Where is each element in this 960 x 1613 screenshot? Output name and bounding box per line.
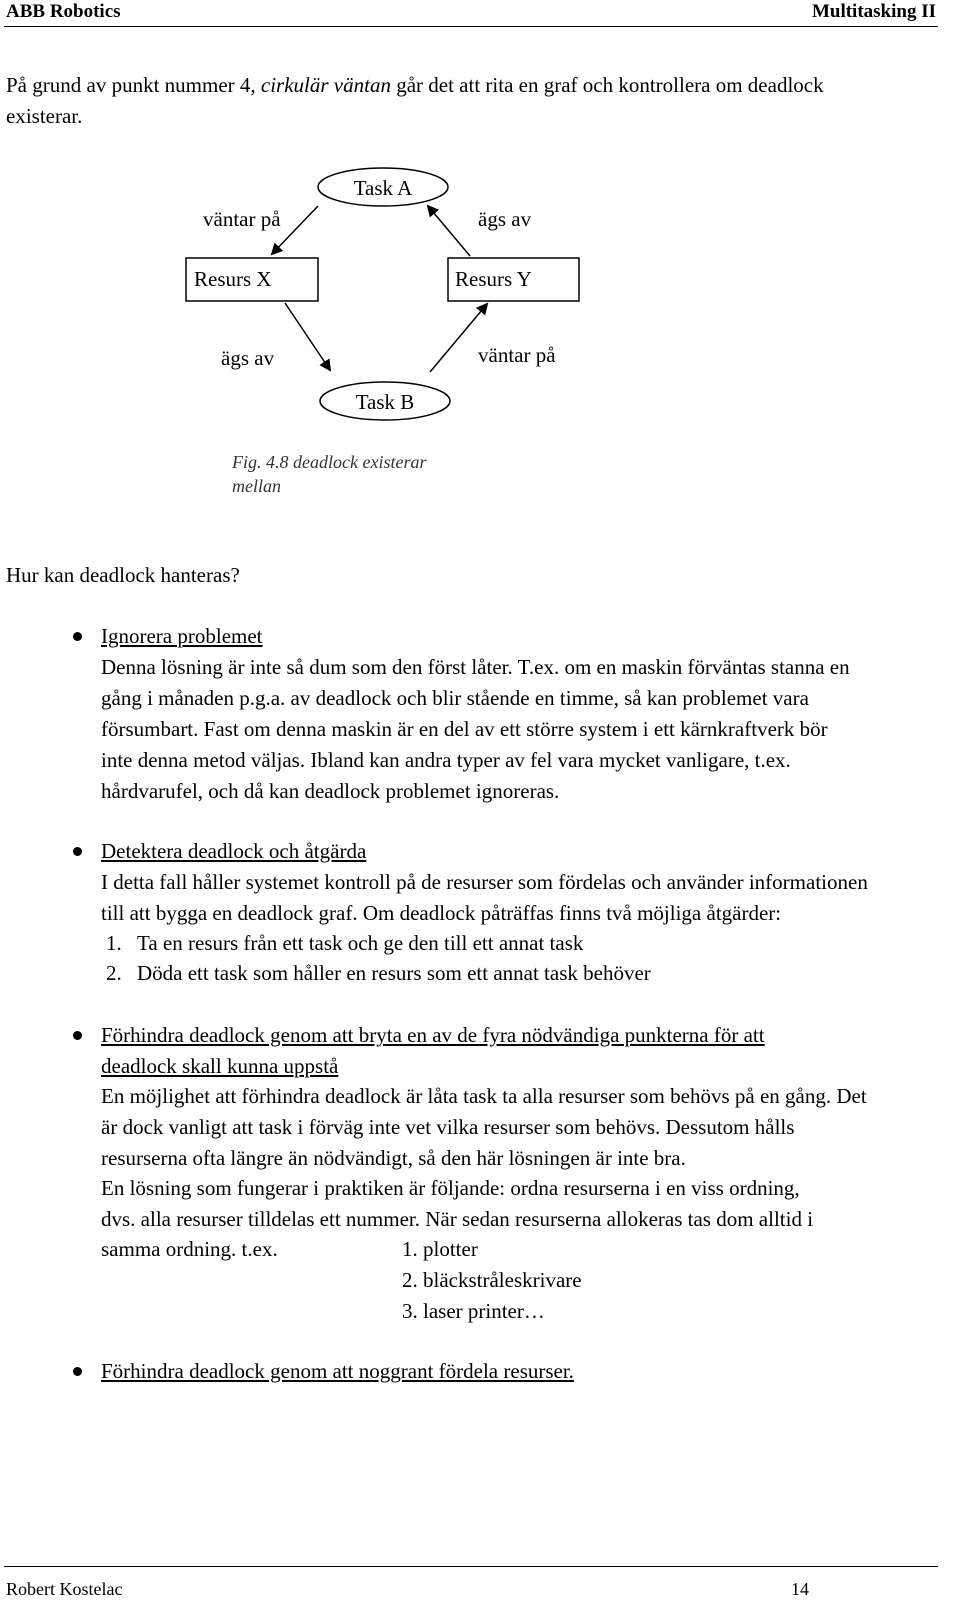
bullet-dot [73, 847, 82, 856]
resurs-y-label: Resurs Y [455, 267, 532, 291]
section-2-line: I detta fall håller systemet kontroll på de resurser som fördelas och använder informationen [101, 870, 868, 894]
section-2-item-text: Ta en resurs från ett task och ge den till ett annat task [137, 931, 584, 955]
intro-line-2: existerar. [6, 104, 83, 128]
section-3-line: En möjlighet att förhindra deadlock är låta task ta alla resurser som behövs på en gång. Det [101, 1084, 867, 1108]
resurs-y-node [448, 258, 579, 301]
task-b-node [320, 382, 450, 420]
bullet-dot [73, 632, 82, 641]
section-3-heading-line-2: deadlock skall kunna uppstå [101, 1054, 339, 1078]
section-3-example-lead: samma ordning. t.ex. [101, 1237, 278, 1261]
section-1-line: försumbart. Fast om denna maskin är en del av ett större system i ett kärnkraftverk bör [101, 717, 828, 741]
bullet-dot [73, 1367, 82, 1376]
resurs-x-node [186, 258, 318, 301]
section-3-line: dvs. alla resurser tilldelas ett nummer. När sedan resurserna allokeras tas dom alltid i [101, 1207, 814, 1231]
section-4-heading: Förhindra deadlock genom att noggrant fördela resurser. [101, 1359, 574, 1383]
section-1-heading: Ignorera problemet [101, 624, 263, 648]
edge-label-ags-av-bottom: ägs av [221, 346, 275, 370]
section-1-line: hårdvarufel, och då kan deadlock problemet ignoreras. [101, 779, 560, 803]
section-2-item-number: 2. [106, 961, 122, 985]
section-1-line: Denna lösning är inte så dum som den först låter. T.ex. om en maskin förväntas stanna en [101, 655, 850, 679]
footer-author: Robert Kostelac [6, 1579, 123, 1599]
page-number: 14 [791, 1579, 809, 1599]
arrow-resurs-x-to-task-b [285, 303, 330, 370]
section-1-line: inte denna metod väljas. Ibland kan andra typer av fel vara mycket vanligare, t.ex. [101, 748, 791, 772]
order-item: 3. laser printer… [402, 1299, 545, 1323]
task-a-label: Task A [353, 176, 413, 200]
section-3-line: är dock vanligt att task i förväg inte vet vilka resurser som behövs. Dessutom hålls [101, 1115, 795, 1139]
edge-label-vantar-pa-top: väntar på [203, 207, 281, 231]
header-rule [4, 26, 938, 27]
order-item: 2. bläckstråleskrivare [402, 1268, 582, 1292]
figure-caption-line-1: Fig. 4.8 deadlock existerar [232, 452, 427, 472]
section-2-item-text: Döda ett task som håller en resurs som ett annat task behöver [137, 961, 651, 985]
section-3-heading-line-1: Förhindra deadlock genom att bryta en av de fyra nödvändiga punkterna för att [101, 1023, 765, 1047]
question-heading: Hur kan deadlock hanteras? [6, 563, 240, 587]
task-a-node [318, 168, 448, 206]
arrow-resurs-y-to-task-a [428, 206, 470, 256]
edge-label-ags-av-top: ägs av [478, 207, 532, 231]
order-item: 1. plotter [402, 1237, 478, 1261]
header-document-title: Multitasking II [811, 1, 936, 22]
section-2-heading: Detektera deadlock och åtgärda [101, 839, 367, 863]
resurs-x-label: Resurs X [194, 267, 272, 291]
section-2-line: till att bygga en deadlock graf. Om deadlock påträffas finns två möjliga åtgärder: [101, 901, 782, 925]
intro-italic-term: cirkulär väntan [260, 73, 391, 97]
deadlock-graph-diagram [0, 150, 620, 500]
figure-caption-line-2: mellan [232, 476, 281, 496]
section-3-line: En lösning som fungerar i praktiken är följande: ordna resurserna i en viss ordning, [101, 1176, 800, 1200]
edge-label-vantar-pa-bottom: väntar på [478, 343, 556, 367]
section-1-line: gång i månaden p.g.a. av deadlock och blir stående en timme, så kan problemet vara [101, 686, 809, 710]
header-company: ABB Robotics [6, 1, 121, 22]
section-3-line: resurserna ofta längre än nödvändigt, så den här lösningen är inte bra. [101, 1146, 686, 1170]
section-2-item-number: 1. [106, 931, 122, 955]
bullet-dot [73, 1031, 82, 1040]
footer-rule [4, 1566, 938, 1567]
task-b-label: Task B [355, 390, 415, 414]
intro-line-1: På grund av punkt nummer 4, cirkulär väntan går det att rita en graf och kontrollera om deadlock [6, 73, 824, 97]
